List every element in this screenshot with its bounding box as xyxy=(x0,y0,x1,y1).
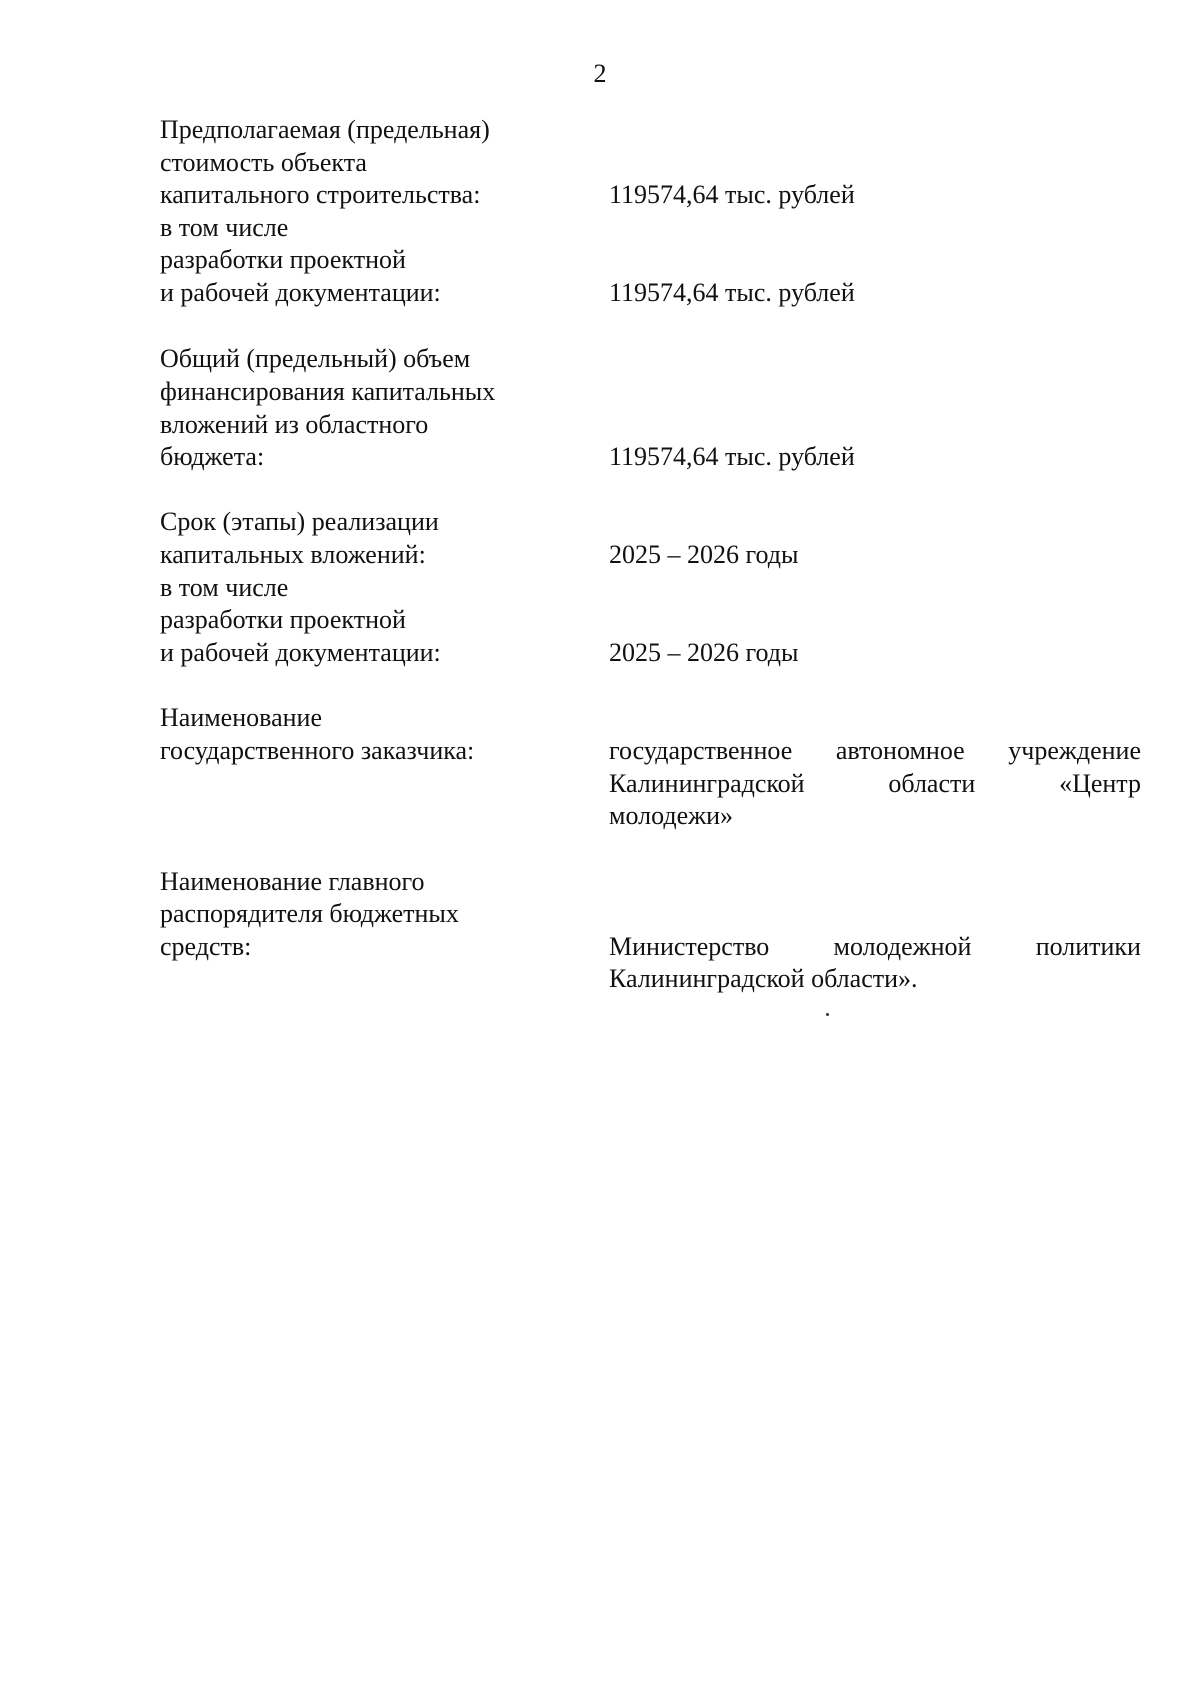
financing-value: 119574,64 тыс. рублей xyxy=(609,442,855,471)
term-design-value: 2025 – 2026 годы xyxy=(609,638,799,667)
term-label-line-4: разработки проектной xyxy=(160,605,406,634)
customer-label-line-1: Наименование xyxy=(160,703,322,732)
manager-label-line-1: Наименование главного xyxy=(160,867,425,896)
financing-label-line-1: Общий (предельный) объем xyxy=(160,344,471,373)
term-label-line-3: в том числе xyxy=(160,573,289,602)
financing-label-line-3: вложений из областного xyxy=(160,410,429,439)
customer-value-word: «Центр xyxy=(1059,769,1141,798)
manager-value-line-2: Калининградской области». xyxy=(609,964,918,993)
cost-label-line-3: капитального строительства: xyxy=(160,180,481,209)
financing-label-line-4: бюджета: xyxy=(160,442,265,471)
customer-value-line-3: молодежи» xyxy=(609,801,733,830)
page-number: 2 xyxy=(593,59,607,88)
cost-total-value: 119574,64 тыс. рублей xyxy=(609,180,855,209)
customer-value-line-1 xyxy=(609,735,1141,767)
cost-label-line-2: стоимость объекта xyxy=(160,148,367,177)
customer-value-line-2 xyxy=(609,768,1141,800)
cost-label-line-6: и рабочей документации: xyxy=(160,278,441,307)
manager-value-word: Министерство xyxy=(609,932,770,961)
term-label-line-5: и рабочей документации: xyxy=(160,638,441,667)
cost-label-line-5: разработки проектной xyxy=(160,245,406,274)
term-label-line-1: Срок (этапы) реализации xyxy=(160,507,439,536)
financing-label-line-2: финансирования капитальных xyxy=(160,377,496,406)
manager-value-line-1 xyxy=(609,931,1141,963)
customer-value-word: автономное xyxy=(835,736,965,765)
customer-value-word: учреждение xyxy=(1008,736,1141,765)
customer-value-word: области xyxy=(888,769,976,798)
customer-value-word: государственное xyxy=(609,736,793,765)
cost-label-line-1: Предполагаемая (предельная) xyxy=(160,115,490,144)
cost-label-line-4: в том числе xyxy=(160,213,289,242)
customer-label-line-2: государственного заказчика: xyxy=(160,736,475,765)
term-label-line-2: капитальных вложений: xyxy=(160,540,426,569)
manager-label-line-2: распорядителя бюджетных xyxy=(160,899,459,928)
manager-value-word: политики xyxy=(1035,932,1141,961)
scan-speck xyxy=(826,1013,829,1016)
manager-value-word: молодежной xyxy=(833,932,972,961)
term-total-value: 2025 – 2026 годы xyxy=(609,540,799,569)
cost-design-value: 119574,64 тыс. рублей xyxy=(609,278,855,307)
manager-label-line-3: средств: xyxy=(160,932,252,961)
customer-value-word: Калининградской xyxy=(609,769,805,798)
